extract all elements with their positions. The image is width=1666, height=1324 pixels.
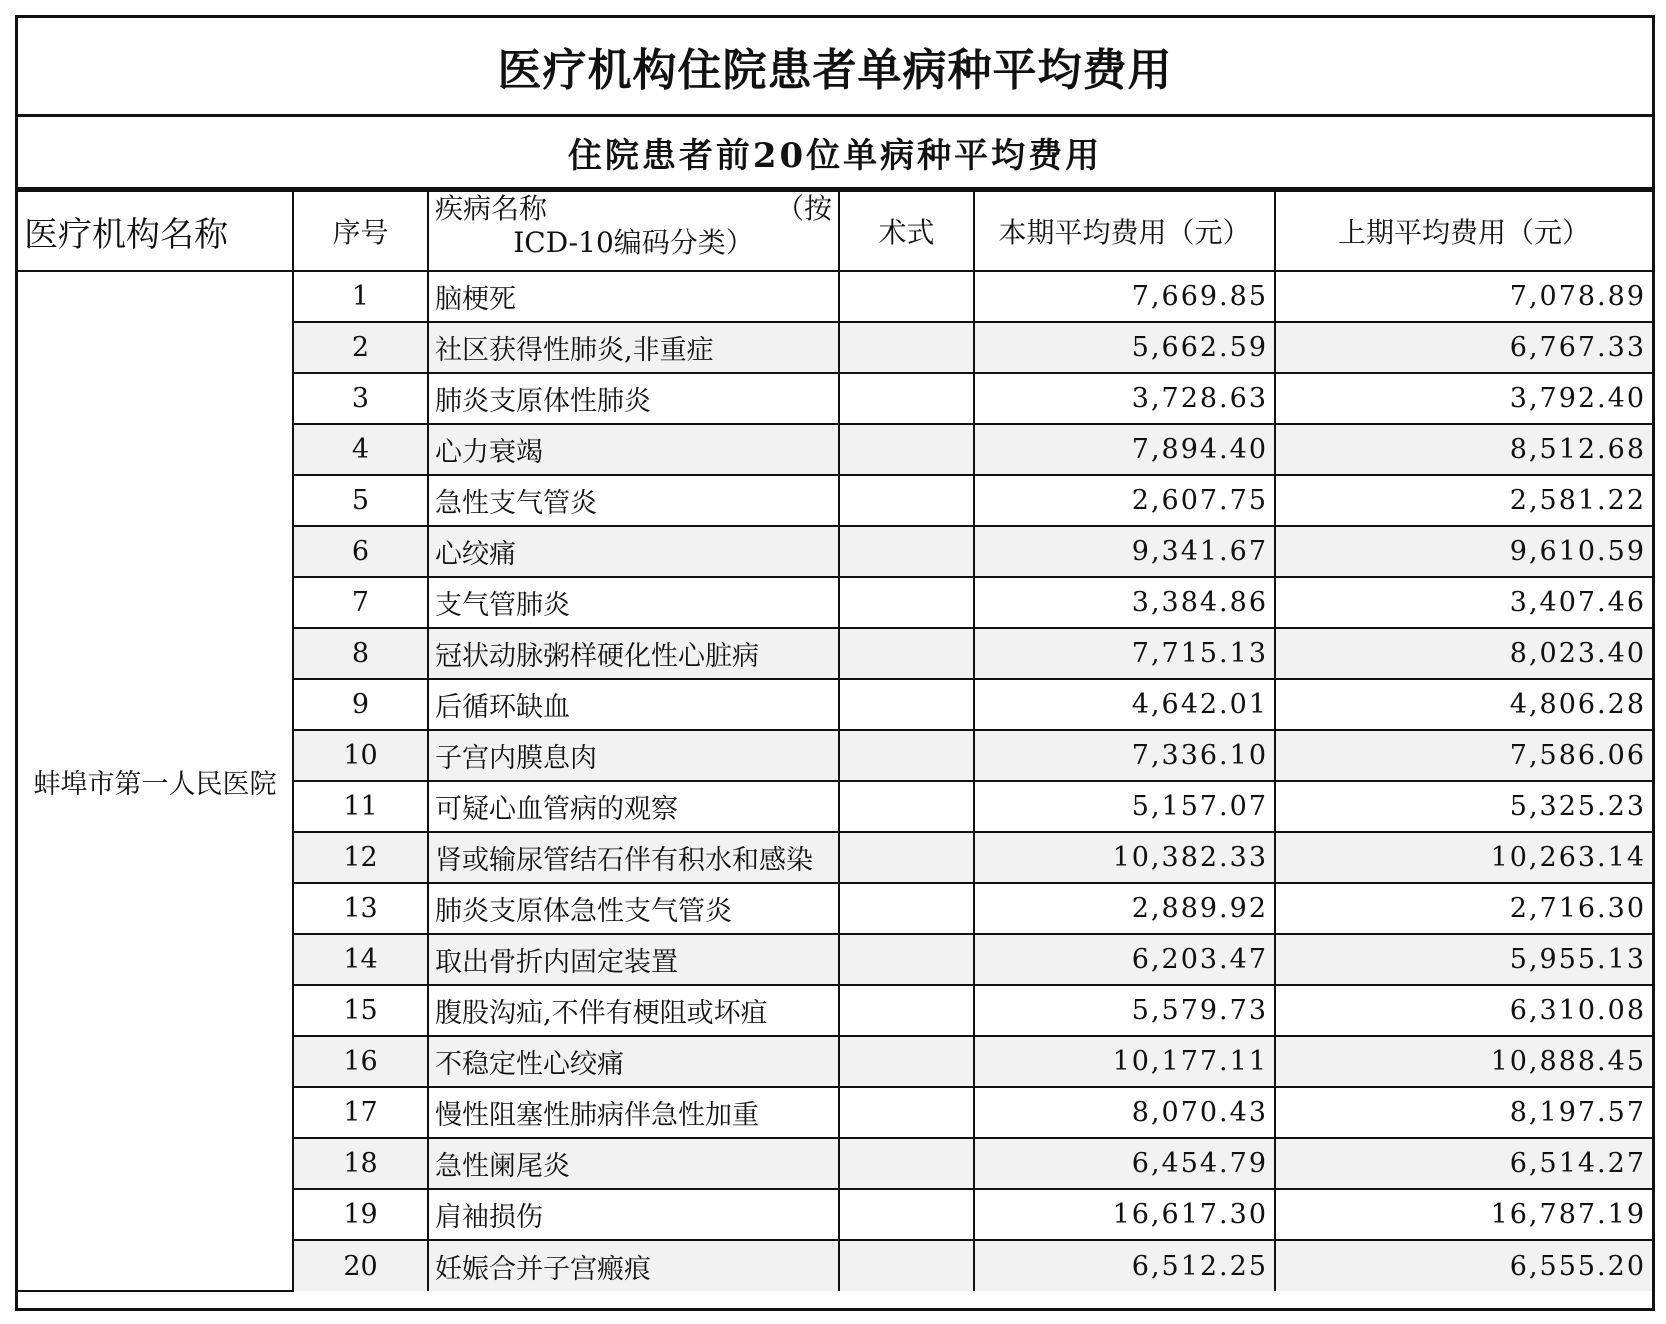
previous-cost-cell: 6,310.08 (1275, 985, 1652, 1036)
seq-cell: 4 (293, 424, 428, 475)
surgery-cell (839, 373, 974, 424)
disease-cell: 慢性阻塞性肺病伴急性加重 (428, 1087, 839, 1138)
previous-cost-cell: 10,263.14 (1275, 832, 1652, 883)
disease-cell: 肺炎支原体急性支气管炎 (428, 883, 839, 934)
current-cost-cell: 5,157.07 (974, 781, 1275, 832)
previous-cost-cell: 6,555.20 (1275, 1240, 1652, 1291)
seq-cell: 5 (293, 475, 428, 526)
header-disease-name (428, 191, 839, 271)
current-cost-cell: 8,070.43 (974, 1087, 1275, 1138)
previous-cost-cell: 6,514.27 (1275, 1138, 1652, 1189)
surgery-cell (839, 628, 974, 679)
disease-cell: 不稳定性心绞痛 (428, 1036, 839, 1087)
current-cost-cell: 5,579.73 (974, 985, 1275, 1036)
previous-cost-cell: 8,023.40 (1275, 628, 1652, 679)
surgery-cell (839, 526, 974, 577)
previous-cost-cell: 9,610.59 (1275, 526, 1652, 577)
current-cost-cell: 10,382.33 (974, 832, 1275, 883)
previous-cost-cell: 5,955.13 (1275, 934, 1652, 985)
disease-cell: 冠状动脉粥样硬化性心脏病 (428, 628, 839, 679)
current-cost-cell: 9,341.67 (974, 526, 1275, 577)
seq-cell: 8 (293, 628, 428, 679)
current-cost-cell: 7,894.40 (974, 424, 1275, 475)
surgery-cell (839, 475, 974, 526)
current-cost-cell: 6,454.79 (974, 1138, 1275, 1189)
seq-cell: 3 (293, 373, 428, 424)
current-cost-cell: 7,336.10 (974, 730, 1275, 781)
previous-cost-cell: 7,078.89 (1275, 271, 1652, 322)
current-cost-cell: 5,662.59 (974, 322, 1275, 373)
disease-cell: 脑梗死 (428, 271, 839, 322)
previous-cost-cell: 16,787.19 (1275, 1189, 1652, 1240)
current-cost-cell: 4,642.01 (974, 679, 1275, 730)
surgery-cell (839, 271, 974, 322)
current-cost-cell: 7,715.13 (974, 628, 1275, 679)
header-current-cost: 本期平均费用（元） (974, 191, 1275, 271)
seq-cell: 11 (293, 781, 428, 832)
current-cost-cell: 16,617.30 (974, 1189, 1275, 1240)
header-disease-icd: ICD-10编码分类） (513, 226, 754, 259)
surgery-cell (839, 424, 974, 475)
report-title: 医疗机构住院患者单病种平均费用 (18, 18, 1652, 117)
disease-cell: 肺炎支原体性肺炎 (428, 373, 839, 424)
disease-cell: 取出骨折内固定装置 (428, 934, 839, 985)
header-org-name: 医疗机构名称 (18, 191, 293, 271)
surgery-cell (839, 985, 974, 1036)
disease-cell: 腹股沟疝,不伴有梗阻或坏疽 (428, 985, 839, 1036)
table-body (18, 271, 1652, 1291)
previous-cost-cell: 8,197.57 (1275, 1087, 1652, 1138)
disease-cell: 支气管肺炎 (428, 577, 839, 628)
current-cost-cell: 3,728.63 (974, 373, 1275, 424)
cost-table (18, 190, 1652, 1292)
current-cost-cell: 6,512.25 (974, 1240, 1275, 1291)
surgery-cell (839, 832, 974, 883)
current-cost-cell: 3,384.86 (974, 577, 1275, 628)
seq-cell: 19 (293, 1189, 428, 1240)
current-cost-cell: 7,669.85 (974, 271, 1275, 322)
seq-cell: 1 (293, 271, 428, 322)
disease-cell: 妊娠合并子宫瘢痕 (428, 1240, 839, 1291)
report-sheet (15, 15, 1655, 1311)
current-cost-cell: 10,177.11 (974, 1036, 1275, 1087)
current-cost-cell: 2,607.75 (974, 475, 1275, 526)
current-cost-cell: 6,203.47 (974, 934, 1275, 985)
previous-cost-cell: 2,581.22 (1275, 475, 1652, 526)
org-name-cell: 蚌埠市第一人民医院 (18, 271, 293, 1291)
disease-cell: 可疑心血管病的观察 (428, 781, 839, 832)
seq-cell: 17 (293, 1087, 428, 1138)
surgery-cell (839, 322, 974, 373)
surgery-cell (839, 1138, 974, 1189)
seq-cell: 6 (293, 526, 428, 577)
surgery-cell (839, 679, 974, 730)
disease-cell: 社区获得性肺炎,非重症 (428, 322, 839, 373)
table-header-row (18, 191, 1652, 271)
seq-cell: 2 (293, 322, 428, 373)
surgery-cell (839, 577, 974, 628)
header-disease-label: 疾病名称 (435, 192, 548, 225)
disease-cell: 肩袖损伤 (428, 1189, 839, 1240)
seq-cell: 16 (293, 1036, 428, 1087)
table-row (18, 271, 1652, 322)
previous-cost-cell: 2,716.30 (1275, 883, 1652, 934)
surgery-cell (839, 1240, 974, 1291)
previous-cost-cell: 5,325.23 (1275, 781, 1652, 832)
current-cost-cell: 2,889.92 (974, 883, 1275, 934)
disease-cell: 肾或输尿管结石伴有积水和感染 (428, 832, 839, 883)
disease-cell: 心力衰竭 (428, 424, 839, 475)
surgery-cell (839, 1189, 974, 1240)
seq-cell: 20 (293, 1240, 428, 1291)
surgery-cell (839, 730, 974, 781)
previous-cost-cell: 10,888.45 (1275, 1036, 1652, 1087)
previous-cost-cell: 3,407.46 (1275, 577, 1652, 628)
surgery-cell (839, 1036, 974, 1087)
surgery-cell (839, 781, 974, 832)
surgery-cell (839, 883, 974, 934)
header-seq: 序号 (293, 191, 428, 271)
previous-cost-cell: 6,767.33 (1275, 322, 1652, 373)
surgery-cell (839, 1087, 974, 1138)
header-previous-cost: 上期平均费用（元） (1275, 191, 1652, 271)
seq-cell: 12 (293, 832, 428, 883)
seq-cell: 15 (293, 985, 428, 1036)
disease-cell: 子宫内膜息肉 (428, 730, 839, 781)
seq-cell: 13 (293, 883, 428, 934)
seq-cell: 18 (293, 1138, 428, 1189)
disease-cell: 心绞痛 (428, 526, 839, 577)
seq-cell: 14 (293, 934, 428, 985)
seq-cell: 10 (293, 730, 428, 781)
surgery-cell (839, 934, 974, 985)
report-subtitle: 住院患者前20位单病种平均费用 (18, 117, 1652, 190)
disease-cell: 急性阑尾炎 (428, 1138, 839, 1189)
header-surgery: 术式 (839, 191, 974, 271)
disease-cell: 后循环缺血 (428, 679, 839, 730)
header-disease-tail: （按 (775, 192, 832, 225)
previous-cost-cell: 7,586.06 (1275, 730, 1652, 781)
previous-cost-cell: 3,792.40 (1275, 373, 1652, 424)
previous-cost-cell: 8,512.68 (1275, 424, 1652, 475)
seq-cell: 7 (293, 577, 428, 628)
previous-cost-cell: 4,806.28 (1275, 679, 1652, 730)
disease-cell: 急性支气管炎 (428, 475, 839, 526)
seq-cell: 9 (293, 679, 428, 730)
